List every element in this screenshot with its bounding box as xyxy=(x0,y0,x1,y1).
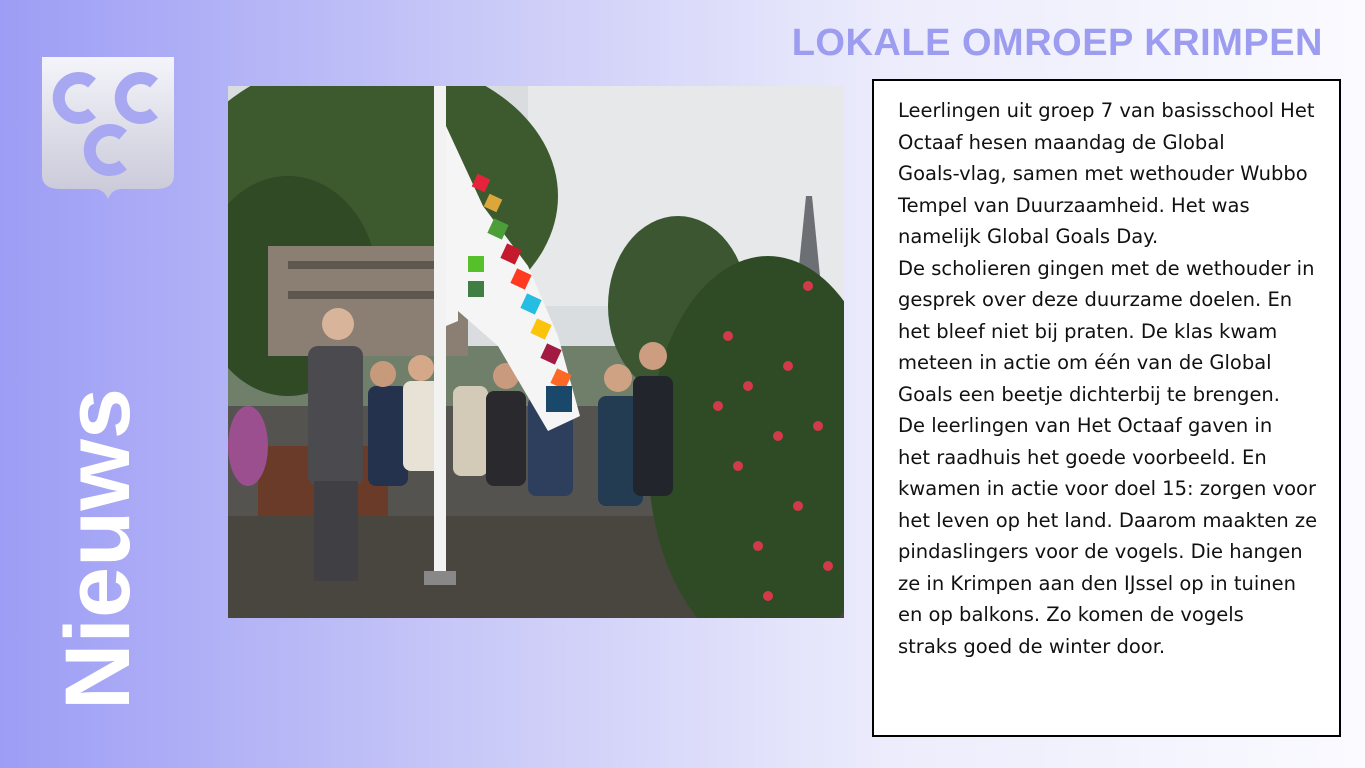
article-paragraph-1: Leerlingen uit groep 7 van basisschool Het Octaaf hesen maandag de Global Goals-vlag, samen met wethouder Wubbo Tempel van Duurzaamheid. Het was namelijk Global Goals Day. xyxy=(898,99,1315,248)
news-photo xyxy=(228,86,844,618)
ccc-shield-logo-icon xyxy=(40,57,176,199)
article-text xyxy=(898,95,1337,662)
article-paragraph-2: De scholieren gingen met de wethouder in gesprek over deze duurzame doelen. En het bleef niet bij praten. De klas kwam meteen in actie om één van de Global Goals een beetje dichterbij te brengen. xyxy=(898,256,1315,406)
nieuws-label: Nieuws xyxy=(47,387,149,710)
page-title: LOKALE OMROEP KRIMPEN xyxy=(791,22,1323,64)
article-paragraph-3: De leerlingen van Het Octaaf gaven in het raadhuis het goede voorbeeld. En kwamen in actie voor doel 15: zorgen voor het leven op het land. Daarom maakten ze pindaslingers voor de vogels. Die hangen ze in Krimpen aan den IJssel op in tuinen en op balkons. Zo komen de vogels straks goed de winter door. xyxy=(898,414,1318,658)
article-box xyxy=(872,79,1341,737)
